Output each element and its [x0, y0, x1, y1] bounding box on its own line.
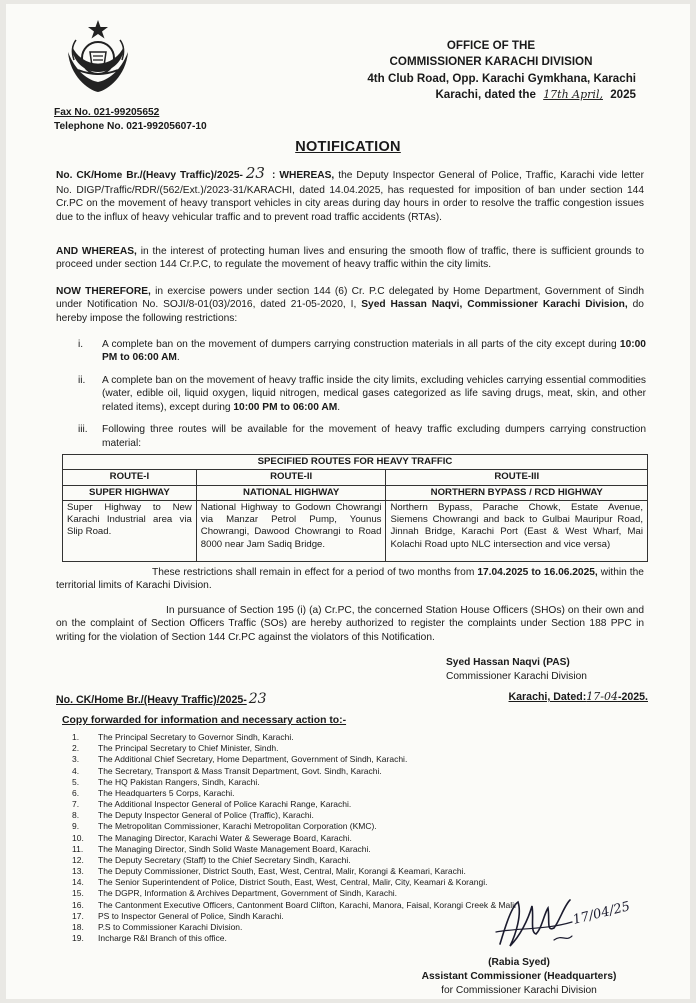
item-number: i.: [78, 339, 84, 350]
list-item-number: 17.: [72, 910, 84, 921]
footer-ref-number: No. CK/Home Br./(Heavy Traffic)/2025-: [56, 694, 247, 706]
footer-reference: [56, 690, 648, 708]
list-item-text: The Managing Director, Karachi Water & Sewerage Board, Karachi.: [98, 832, 352, 843]
list-item-number: 4.: [72, 765, 80, 776]
list-item: [72, 799, 592, 810]
list-item-text: PS to Inspector General of Police, Sindh Karachi.: [98, 910, 284, 921]
footer-ref-hand: 23: [248, 691, 267, 707]
item-end: .: [176, 352, 180, 364]
whereas-text: the Deputy Inspector General of Police, Traffic, Karachi vide letter No. DIGP/Traffic/RDR/(562/Ext.)/2023-31/KARACHI, dated 14.04.2025, has requested for imposition of ban under section 144 Cr.PC on the movement of heavy transport vehicles in city areas during day hours in order to resolve the traffic congestion issues due to the influx of heavy vehicular traffic and to prevent road traffic accidents (RTAs).: [56, 170, 644, 223]
effect-dates: 17.04.2025 to 16.06.2025,: [477, 567, 598, 578]
office-line1: OFFICE OF THE: [446, 39, 536, 52]
date-year: 2025: [610, 88, 636, 102]
office-address: 4th Club Road, Opp. Karachi Gymkhana, Karachi: [367, 71, 636, 85]
list-item-text: The Cantonment Executive Officers, Cantonment Board Clifton, Karachi, Manora, Faisal, Korangi Creek & Malir: [98, 899, 517, 910]
list-item-text: P.S to Commissioner Karachi Division.: [98, 921, 243, 932]
list-item: [72, 788, 592, 799]
assistant-for: for Commissioner Karachi Division: [441, 984, 597, 996]
list-item-text: The Headquarters 5 Corps, Karachi.: [98, 787, 235, 798]
list-item-number: 18.: [72, 921, 84, 932]
assistant-designation: Assistant Commissioner (Headquarters): [421, 970, 617, 982]
restrictions-list: [56, 338, 646, 459]
signature-block-commissioner: [446, 656, 587, 685]
contact-block: [54, 106, 207, 134]
list-item-number: 5.: [72, 776, 80, 787]
office-date: [306, 87, 636, 103]
item-number: ii.: [78, 374, 86, 386]
route-label: ROUTE-II: [196, 470, 386, 485]
list-item: [72, 833, 592, 844]
footer-dated-prefix: Karachi, Dated:: [508, 691, 587, 703]
list-item-text: Incharge R&I Branch of this office.: [98, 933, 227, 944]
list-item-text: The DGPR, Information & Archives Department, Government of Sindh, Karachi.: [98, 888, 398, 899]
route-name: NORTHERN BYPASS / RCD HIGHWAY: [386, 485, 648, 500]
route-name: NATIONAL HIGHWAY: [196, 485, 386, 500]
para-whereas: [56, 164, 644, 224]
ref-number: No. CK/Home Br./(Heavy Traffic)/2025-: [56, 170, 243, 181]
list-item-number: 8.: [72, 810, 80, 821]
list-item-text: The Deputy Secretary (Staff) to the Chief Secretary Sindh, Karachi.: [98, 854, 351, 865]
signatory-designation: Commissioner Karachi Division: [446, 671, 587, 683]
fax-number: Fax No. 021-99205652: [54, 107, 160, 118]
footer-dated-suffix: -2025.: [617, 691, 648, 703]
list-item: [72, 766, 592, 777]
footer-dated-hand: 17-04: [586, 690, 618, 703]
route-description: Northern Bypass, Parache Chowk, Estate Avenue, Siemens Chowrangi and back to Gulbai Mauripur Road, Jinnah Bridge, Karachi Port (East & West Wharf, Mai Kolachi Road upto NLC intersection and vice versa): [386, 500, 648, 561]
list-item-number: 15.: [72, 888, 84, 899]
date-handwritten: 17th April,: [543, 88, 603, 102]
list-item-text: The HQ Pakistan Rangers, Sindh, Karachi.: [98, 776, 260, 787]
list-item-number: 6.: [72, 787, 80, 798]
para-and-whereas: [56, 245, 644, 272]
list-item: [72, 777, 592, 788]
route-label: ROUTE-I: [63, 470, 197, 485]
list-item-number: 19.: [72, 933, 84, 944]
government-of-sindh-emblem-icon: [58, 18, 138, 96]
para-pursuance: In pursuance of Section 195 (i) (a) Cr.PC, the concerned Station House Officers (SHOs) on their own and on the complaint of Section Officers Traffic (SOs) are hereby authorized to register the complaints under Section 188 PPC in writing for the violation of Section 144 Cr.PC against the violators of this Notification.: [56, 605, 644, 643]
routes-table-caption: SPECIFIED ROUTES FOR HEAVY TRAFFIC: [63, 455, 648, 470]
effect-text2: within the territorial limits of Karachi Division.: [56, 567, 644, 592]
list-item-number: 14.: [72, 877, 84, 888]
list-item-text: The Senior Superintendent of Police, District South, East, West, Central, Malir, City, Keamari & Korangi.: [98, 877, 488, 888]
and-whereas-text: in the interest of protecting human lives and ensuring the smooth flow of traffic, there is sufficient grounds to proceed under section 144 Cr.P.C, to regulate the movement of heavy traffic within the city limits.: [56, 246, 644, 271]
list-item: [72, 844, 592, 855]
route-description: Super Highway to New Karachi Industrial area via Slip Road.: [63, 500, 197, 561]
route-name: SUPER HIGHWAY: [63, 485, 197, 500]
copy-forwarded-heading: Copy forwarded for information and necessary action to:-: [62, 715, 347, 726]
list-item: [72, 754, 592, 765]
restriction-item: [56, 338, 646, 365]
handwritten-signature-icon: [476, 884, 646, 956]
now-therefore-label: NOW THEREFORE,: [56, 286, 151, 297]
signature-block-assistant: [404, 956, 634, 998]
item-number: iii.: [78, 424, 88, 436]
restriction-item: [56, 423, 646, 450]
assistant-name: (Rabia Syed): [488, 957, 550, 968]
list-item: [72, 732, 592, 743]
item-text: A complete ban on the movement of heavy traffic inside the city limits, excluding vehicles carrying essential commodities (water, edible oil, liquid oxygen, liquid nitrogen, medical gases categorized as life saving drugs, meat, skin, and other related items), except during: [102, 374, 646, 413]
para-now-therefore: [56, 285, 644, 325]
whereas-label: : WHEREAS,: [271, 170, 335, 181]
list-item-text: The Managing Director, Sindh Solid Waste Management Board, Karachi.: [98, 843, 371, 854]
item-bold: 10:00 PM to 06:00 AM: [233, 401, 338, 413]
list-item-number: 16.: [72, 899, 84, 910]
list-item-text: The Principal Secretary to Governor Sindh, Karachi.: [98, 732, 294, 742]
list-item-number: 3.: [72, 754, 80, 765]
notification-page: [6, 4, 690, 999]
signatory-name: Syed Hassan Naqvi (PAS): [446, 657, 570, 668]
list-item-text: The Additional Inspector General of Police Karachi Range, Karachi.: [98, 799, 352, 810]
and-whereas-label: AND WHEREAS,: [56, 246, 137, 257]
ref-number-hand: 23: [245, 164, 265, 182]
route-description: National Highway to Godown Chowrangi via Manzar Petrol Pump, Younus Chowrangi, Dawood Chowrangi to Road 8000 near Jam Sadiq Bridge.: [196, 500, 386, 561]
list-item: [72, 810, 592, 821]
list-item-number: 10.: [72, 832, 84, 843]
item-bold: 10:00 PM to 06:00 AM: [102, 339, 646, 364]
page-title: NOTIFICATION: [295, 139, 401, 155]
handwritten-date: 17/04/25: [571, 899, 632, 928]
date-prefix: Karachi, dated the: [435, 88, 536, 102]
routes-table: [62, 454, 648, 562]
list-item-text: The Metropolitan Commissioner, Karachi Metropolitan Corporation (KMC).: [98, 821, 377, 832]
list-item-number: 1.: [72, 732, 80, 742]
telephone-number: Telephone No. 021-99205607-10: [54, 121, 207, 133]
para-effect: [56, 566, 644, 593]
list-item-text: The Secretary, Transport & Mass Transit Department, Govt. Sindh, Karachi.: [98, 765, 382, 776]
list-item-number: 7.: [72, 799, 80, 810]
list-item-text: The Deputy Inspector General of Police (Traffic), Karachi.: [98, 810, 314, 821]
route-label: ROUTE-III: [386, 470, 648, 485]
list-item-number: 9.: [72, 821, 80, 832]
now-therefore-text1: in exercise powers under section 144 (6) Cr. P.C delegated by Home Department, Government of Sindh under Notification No. SOJI/8-01(03)/2016, dated 21-05-2020, I,: [56, 286, 644, 311]
list-item: [72, 866, 592, 877]
list-item: [72, 743, 592, 754]
office-header: [306, 38, 636, 104]
list-item-number: 2.: [72, 743, 80, 754]
list-item-text: The Deputy Commissioner, District South, East, West, Central, Malir, Korangi & Keamari, Karachi.: [98, 866, 466, 877]
effect-text: These restrictions shall remain in effect for a period of two months from: [152, 567, 475, 578]
commissioner-name: Syed Hassan Naqvi, Commissioner Karachi Division,: [361, 299, 628, 311]
restriction-item: [56, 374, 646, 414]
list-item-number: 13.: [72, 866, 84, 877]
now-therefore-text2: do hereby impose the following restrictions:: [56, 299, 644, 324]
list-item-text: The Principal Secretary to Chief Minister, Sindh.: [98, 743, 279, 754]
office-line2: COMMISSIONER KARACHI DIVISION: [389, 55, 593, 69]
item-text: A complete ban on the movement of dumpers carrying construction materials in all parts of the city except during: [102, 339, 617, 350]
item-text: Following three routes will be available for the movement of heavy traffic excluding dumpers carrying construction material:: [102, 424, 646, 449]
item-end: .: [337, 401, 341, 413]
list-item-number: 11.: [72, 843, 84, 854]
list-item: [72, 821, 592, 832]
list-item: [72, 855, 592, 866]
list-item-number: 12.: [72, 854, 84, 865]
list-item-text: The Additional Chief Secretary, Home Department, Government of Sindh, Karachi.: [98, 754, 408, 765]
